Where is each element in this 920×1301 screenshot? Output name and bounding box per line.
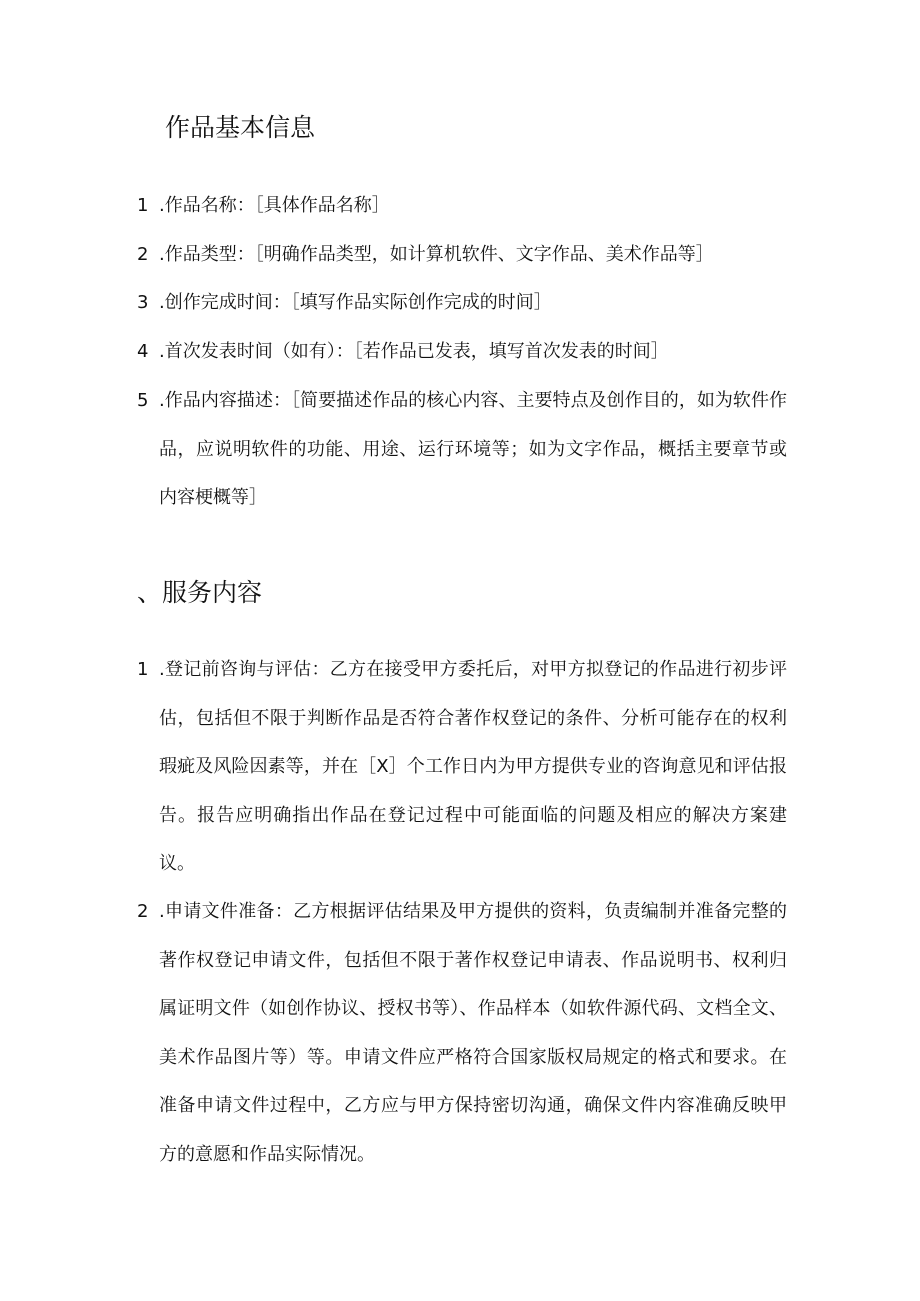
list-item (137, 646, 787, 889)
item-text: .首次发表时间（如有）：［若作品已发表，填写首次发表的时间］ (159, 341, 669, 362)
list-item (137, 279, 787, 328)
list-item (137, 328, 787, 377)
item-text: .申请文件准备：乙方根据评估结果及甲方提供的资料，负责编制并准备完整的著作权登记申请文件，包括但不限于著作权登记申请表、作品说明书、权利归属证明文件（如创作协议、授权书等）、作品样本（如软件源代码、文档全文、美术作品图片等）等。申请文件应严格符合国家版权局规定的格式和要求。在准备申请文件过程中，乙方应与甲方保持密切沟通，确保文件内容准确反映甲方的意愿和作品实际情况。 (159, 901, 787, 1165)
item-text: .作品类型：［明确作品类型，如计算机软件、文字作品、美术作品等］ (159, 244, 714, 265)
list-item (137, 377, 787, 523)
item-text: .作品名称：［具体作品名称］ (159, 195, 390, 216)
item-number: 1 (137, 659, 149, 680)
section-heading-service-content: 、服务内容 (137, 578, 263, 607)
item-number: 1 (137, 195, 149, 216)
item-text: .创作完成时间：［填写作品实际创作完成的时间］ (159, 292, 552, 313)
item-text: .登记前咨询与评估：乙方在接受甲方委托后，对甲方拟登记的作品进行初步评估，包括但不限于判断作品是否符合著作权登记的条件、分析可能存在的权利瑕疵及风险因素等，并在［X］个工作日内为甲方提供专业的咨询意见和评估报告。报告应明确指出作品在登记过程中可能面临的问题及相应的解决方案建议。 (159, 659, 787, 874)
section-heading-basic-info: 作品基本信息 (165, 113, 316, 142)
item-text: .作品内容描述：［简要描述作品的核心内容、主要特点及创作目的，如为软件作品，应说明软件的功能、用途、运行环境等；如为文字作品，概括主要章节或内容梗概等］ (159, 390, 787, 508)
item-number: 2 (137, 244, 149, 265)
list-item (137, 888, 787, 1179)
item-number: 4 (137, 341, 149, 362)
item-number: 2 (137, 901, 149, 922)
item-number: 3 (137, 292, 149, 313)
item-number: 5 (137, 390, 149, 411)
list-item (137, 231, 787, 280)
list-item (137, 182, 787, 231)
